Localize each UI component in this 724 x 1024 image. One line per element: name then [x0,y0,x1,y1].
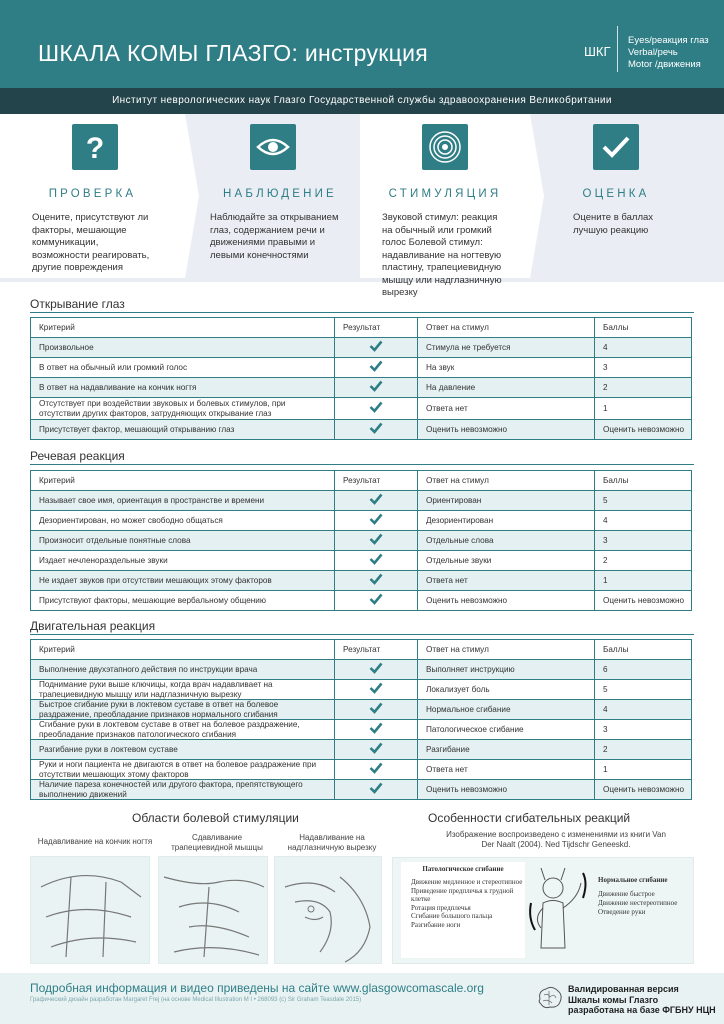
criterion-cell: Издает нечленораздельные звуки [31,551,335,571]
header-score: Баллы [595,471,692,491]
checkmark-icon [369,360,383,372]
result-cell [335,700,418,720]
steps-panel [0,114,724,298]
abnormal-flexion-list [401,873,525,930]
normal-flexion-item: Движение быстрое [598,890,655,898]
criterion-cell: В ответ на обычный или громкий голос [31,358,335,378]
criterion-cell: Произносит отдельные понятные слова [31,531,335,551]
response-cell: Оценить невозможно [418,780,595,800]
score-cell: 1 [595,571,692,591]
flexion-title: Особенности сгибательных реакций [428,811,631,825]
score-cell: 4 [595,700,692,720]
validated-line: разработана на базе ФГБНУ НЦН [568,1005,716,1015]
checkmark-icon [369,593,383,605]
table-row [31,491,692,511]
table-header-row [31,471,692,491]
result-cell [335,511,418,531]
table-row [31,740,692,760]
normal-flexion-item: Движение нестереотипное [598,899,678,907]
normal-flexion-item: Отведение руки [598,908,646,916]
circles-icon [422,124,468,170]
normal-flexion-list [598,890,690,917]
table-row [31,720,692,740]
legend-eyes: Eyes/реакция глаз [628,35,709,46]
step-score [545,114,724,278]
checkmark-icon [369,573,383,585]
table-row [31,680,692,700]
response-cell: Локализует боль [418,680,595,700]
result-cell [335,740,418,760]
result-cell [335,551,418,571]
section-title-motor: Двигательная реакция [30,619,156,633]
footer-website-text: Подробная информация и видео приведены на сайте www.glasgowcomascale.org [30,981,484,995]
response-cell: На звук [418,358,595,378]
table-row [31,358,692,378]
checkmark-icon [369,662,383,674]
response-cell: Отдельные слова [418,531,595,551]
step-text: Наблюдайте за открыванием глаз, содержанием речи и движениями правыми и левыми конечностями [210,212,339,261]
step-arrow [185,114,199,278]
result-cell [335,491,418,511]
response-cell: Ответа нет [418,571,595,591]
result-cell [335,398,418,420]
response-cell: Выполняет инструкцию [418,660,595,680]
score-cell: Оценить невозможно [595,780,692,800]
validated-version [568,984,716,1016]
criterion-cell: Сгибание руки в локтевом суставе в ответ на болевое раздражение, преобладание признаков патологического сгибания [31,720,335,740]
supraorbital-illustration [274,856,382,964]
score-cell: 2 [595,551,692,571]
criterion-cell: Присутствует фактор, мешающий открыванию глаз [31,420,335,440]
checkmark-icon [369,702,383,714]
score-cell: Оценить невозможно [595,591,692,611]
abnormal-flexion-item: Ротация предплечья [411,903,471,912]
response-cell: Оценить невозможно [418,591,595,611]
figure-sketch [523,858,603,965]
validated-line: Шкалы комы Глазго [568,994,659,1005]
page-title: ШКАЛА КОМЫ ГЛАЗГО: инструкция [38,40,429,66]
legend-verbal: Verbal/речь [628,47,678,58]
table-row [31,338,692,358]
nail-pressure-illustration [30,856,150,964]
result-cell [335,531,418,551]
step-text: Оцените, присутствуют ли факторы, мешающие коммуникации, возможности реагировать, другие повреждения [32,212,150,273]
result-cell [335,571,418,591]
table-row [31,571,692,591]
trapezius-illustration [158,856,268,964]
table-row [31,378,692,398]
header-response: Ответ на стимул [418,640,595,660]
step-title: СТИМУЛЯЦИЯ [388,188,502,200]
section-divider [30,464,694,465]
criterion-cell: Дезориентирован, но может свободно общаться [31,511,335,531]
result-cell [335,680,418,700]
score-cell: 2 [595,740,692,760]
eye-icon [250,124,296,170]
check-icon [593,124,639,170]
result-cell [335,660,418,680]
header-score: Баллы [595,640,692,660]
result-cell [335,338,418,358]
scale-legend [628,35,709,71]
checkmark-icon [369,533,383,545]
checkmark-icon [369,782,383,794]
header [0,0,724,88]
normal-flexion-box [598,876,690,917]
header-criterion: Критерий [31,471,335,491]
table-row [31,760,692,780]
step-title: ОЦЕНКА [582,188,650,200]
section-divider [30,312,694,313]
table-header-row [31,318,692,338]
criterion-cell: Быстрое сгибание руки в локтевом суставе в ответ на болевое раздражение, преобладание признаков нормального сгибания [31,700,335,720]
step-title: НАБЛЮДЕНИЕ [223,188,337,200]
score-cell: 1 [595,398,692,420]
header-result: Результат [335,318,418,338]
result-cell [335,591,418,611]
table-row [31,780,692,800]
abnormal-flexion-box [401,862,525,958]
step-observe [200,114,360,278]
checkmark-icon [369,493,383,505]
eyes-table [30,317,692,440]
score-cell: 4 [595,338,692,358]
table-row [31,660,692,680]
response-cell: Разгибание [418,740,595,760]
response-cell: Стимула не требуется [418,338,595,358]
verbal-table [30,470,692,611]
svg-text:?: ? [85,132,105,162]
response-cell: Ответа нет [418,398,595,420]
institute-bar: Институт неврологических наук Глазго Государственной службы здравоохранения Великобритании [0,88,724,114]
result-cell [335,358,418,378]
flexion-caption: Изображение воспроизведено с изменениями из книги Van Der Naalt (2004). Ned Tijdschr Geneeskd. [446,830,666,849]
criterion-cell: Называет свое имя, ориентация в пространстве и времени [31,491,335,511]
header-criterion: Критерий [31,318,335,338]
pain-areas-title: Области болевой стимуляции [132,811,299,825]
checkmark-icon [369,682,383,694]
table-row [31,591,692,611]
score-cell: 2 [595,378,692,398]
table-row [31,531,692,551]
step-stimulate [360,114,530,298]
score-cell: 3 [595,531,692,551]
response-cell: На давление [418,378,595,398]
score-cell: Оценить невозможно [595,420,692,440]
table-header-row [31,640,692,660]
response-cell: Ответа нет [418,760,595,780]
section-divider [30,634,694,635]
score-cell: 5 [595,491,692,511]
step-title: ПРОВЕРКА [48,188,137,200]
abnormal-flexion-item: Сгибание большого пальца [411,912,493,921]
score-cell: 6 [595,660,692,680]
header-result: Результат [335,640,418,660]
criterion-cell: Выполнение двухэтапного действия по инструкции врача [31,660,335,680]
criterion-cell: Отсутствует при воздействии звуковых и болевых стимулов, при отсутствии других факторов, затрудняющих открывание глаз [31,398,335,420]
criterion-cell: Произвольное [31,338,335,358]
checkmark-icon [369,340,383,352]
abnormal-flexion-item: Разгибание ноги [411,920,461,929]
table-row [31,551,692,571]
checkmark-icon [369,742,383,754]
legend-motor: Motor /движения [628,59,701,70]
step-arrow [530,114,544,278]
caption-nail: Надавливание на кончик ногтя [37,837,153,846]
criterion-cell: Не издает звуков при отсутствии мешающих этому факторов [31,571,335,591]
validated-line: Валидированная версия [568,984,679,994]
caption-supraorbital: Надавливание на надглазничную вырезку [287,833,377,852]
table-row [31,398,692,420]
result-cell [335,420,418,440]
result-cell [335,780,418,800]
table-row [31,700,692,720]
response-cell: Оценить невозможно [418,420,595,440]
section-title-verbal: Речевая реакция [30,449,125,463]
header-result: Результат [335,471,418,491]
abnormal-flexion-item: Приведение предплечья к грудной клетке [411,886,514,904]
checkmark-icon [369,380,383,392]
criterion-cell: Руки и ноги пациента не двигаются в ответ на болевое раздражение при отсутствии мешающих этому факторов [31,760,335,780]
criterion-cell: Поднимание руки выше ключицы, когда врач надавливает на трапециевидную мышцу или надглазничную вырезку [31,680,335,700]
score-cell: 5 [595,680,692,700]
response-cell: Нормальное сгибание [418,700,595,720]
footer [0,973,724,1024]
result-cell [335,760,418,780]
brain-icon [534,983,564,1013]
normal-flexion-title: Нормальное сгибание [598,876,668,884]
response-cell: Отдельные звуки [418,551,595,571]
checkmark-icon [369,513,383,525]
criterion-cell: В ответ на надавливание на кончик ногтя [31,378,335,398]
header-response: Ответ на стимул [418,471,595,491]
checkmark-icon [369,401,383,413]
question-icon [72,124,118,170]
abnormal-flexion-item: Движение медленное и стереотипное [411,878,523,886]
caption-trapezius: Сдавливание трапециевидной мышцы [171,833,263,852]
score-cell: 3 [595,720,692,740]
response-cell: Дезориентирован [418,511,595,531]
score-cell: 3 [595,358,692,378]
response-cell: Патологическое сгибание [418,720,595,740]
criterion-cell: Разгибание руки в локтевом суставе [31,740,335,760]
header-response: Ответ на стимул [418,318,595,338]
step-text: Звуковой стимул: реакция на обычный или громкий голос Болевой стимул: надавливание на ногтевую пластину, трапециевидную мышцу или надглазничную вырезку [382,212,502,298]
motor-table [30,639,692,800]
checkmark-icon [369,553,383,565]
result-cell [335,378,418,398]
flexion-illustration [392,857,694,964]
table-row [31,511,692,531]
header-criterion: Критерий [31,640,335,660]
score-cell: 1 [595,760,692,780]
step-check [0,114,185,278]
table-row [31,420,692,440]
response-cell: Ориентирован [418,491,595,511]
criterion-cell: Присутствуют факторы, мешающие вербальному общению [31,591,335,611]
criterion-cell: Наличие пареза конечностей или другого фактора, препятствующего выполнению движений [31,780,335,800]
scale-abbreviation: ШКГ [584,44,611,59]
header-divider [617,26,618,72]
footer-credits: Графический дизайн разработан Margaret Frej (на основе Medical Illustration M I • 268093 (c) Sir Graham Teasdale 2015) [30,997,362,1003]
step-text: Оцените в баллах лучшую реакцию [573,212,654,236]
score-cell: 4 [595,511,692,531]
result-cell [335,720,418,740]
checkmark-icon [369,762,383,774]
checkmark-icon [369,722,383,734]
section-title-eyes: Открывание глаз [30,297,125,311]
header-score: Баллы [595,318,692,338]
abnormal-flexion-title: Патологическое сгибание [422,865,504,873]
checkmark-icon [369,422,383,434]
